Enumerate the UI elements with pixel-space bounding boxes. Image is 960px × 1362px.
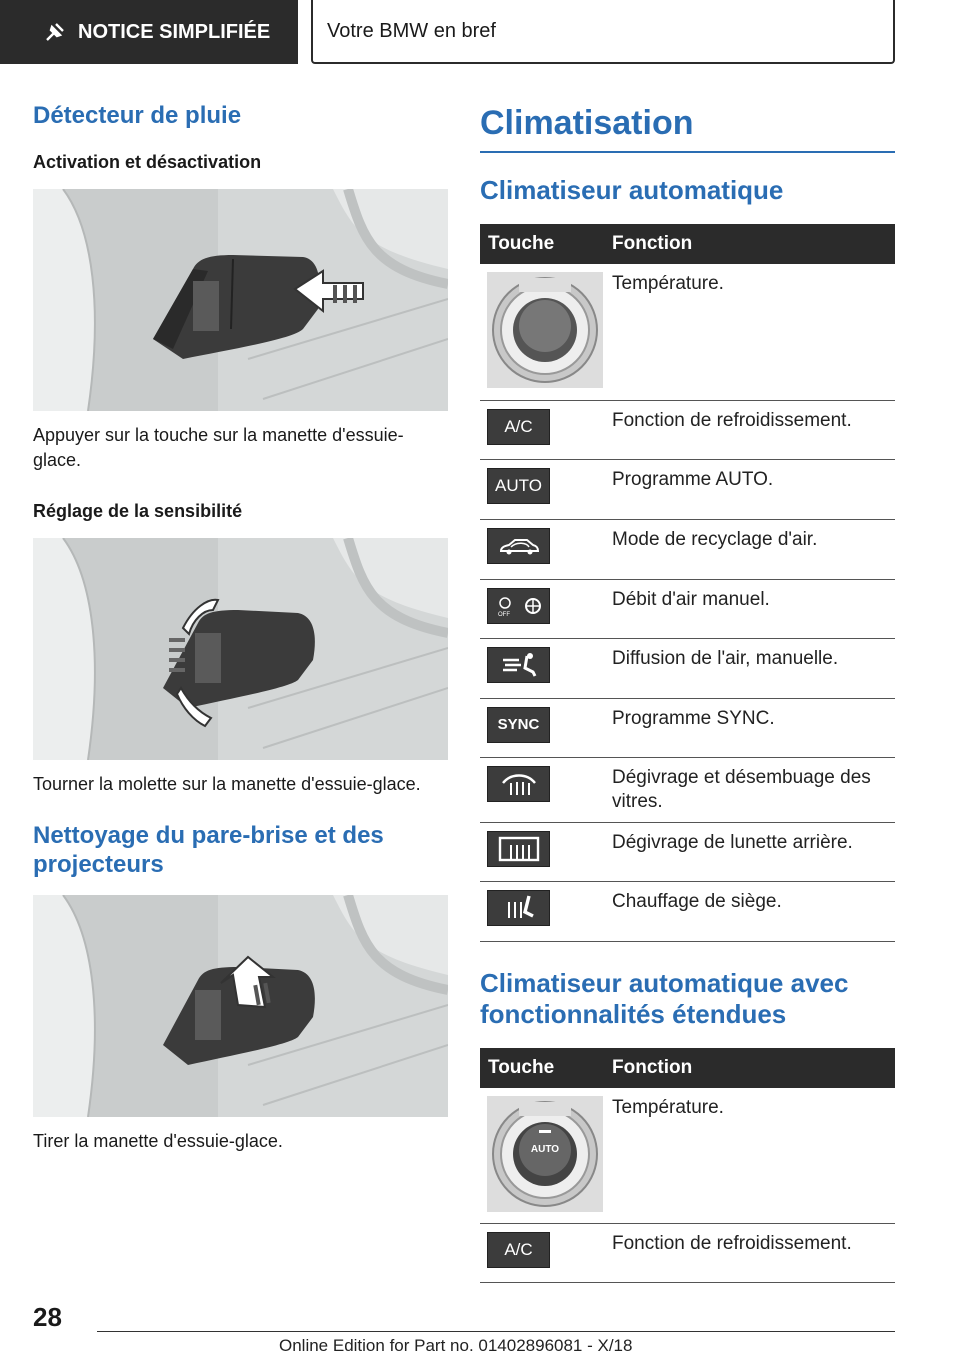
table-row: [480, 1224, 895, 1283]
temperature-auto-knob-icon: [487, 1096, 603, 1212]
table-row: [480, 579, 895, 638]
heading-auto-climate: Climatiseur automatique: [480, 175, 784, 205]
seat-heating-button[interactable]: [487, 890, 550, 926]
table-row: [480, 757, 895, 822]
function-text: Température.: [610, 264, 895, 400]
knob-auto-label: AUTO: [530, 1143, 560, 1155]
pin-icon: [44, 21, 66, 43]
fan-button[interactable]: [487, 588, 550, 624]
column-header-fonction: Fonction: [610, 1048, 895, 1088]
caption-pull: Tirer la manette d'essuie-glace.: [33, 1131, 283, 1151]
table-row: [480, 519, 895, 579]
breadcrumb-label: Votre BMW en bref: [327, 19, 496, 42]
table-row: [480, 400, 895, 459]
sync-button[interactable]: SYNC: [487, 707, 550, 743]
function-text: Fonction de refroidissement.: [610, 1224, 895, 1283]
temperature-knob-icon: [487, 272, 603, 388]
function-text: Dégivrage de lunette arrière.: [610, 822, 895, 881]
defrost-rear-button[interactable]: [487, 831, 550, 867]
ac-button[interactable]: A/C: [487, 1232, 550, 1268]
page-title: Climatisation: [480, 104, 895, 153]
seat-heat-icon: [501, 894, 537, 922]
table-header-row: [480, 224, 895, 264]
table-row: [480, 1088, 895, 1224]
ac-button[interactable]: A/C: [487, 409, 550, 445]
car-icon: [497, 535, 541, 557]
table-auto-climate: [480, 224, 895, 942]
subheading-sensitivity: Réglage de la sensibilité: [33, 501, 243, 521]
seat-airflow-icon: [499, 652, 539, 678]
heading-extended-climate: Climatiseur automatique avec fonctionnalités étendues: [480, 967, 849, 1029]
defrost-rear-icon: [497, 835, 541, 863]
section-title-rain-sensor: Détecteur de pluie: [33, 102, 242, 129]
function-text: Débit d'air manuel.: [610, 579, 895, 638]
column-header-touche: Touche: [480, 1048, 610, 1088]
caption-sensitivity: Tourner la molette sur la manette d'essuie-glace.: [33, 774, 421, 794]
function-text: Chauffage de siège.: [610, 881, 895, 941]
defrost-front-button[interactable]: [487, 766, 550, 802]
defrost-front-icon: [499, 771, 539, 797]
breadcrumb[interactable]: [311, 0, 895, 64]
caption-activation: Appuyer sur la touche sur la manette d'essuie-glace.: [33, 425, 404, 470]
table-row: [480, 264, 895, 400]
photo-wiper-pull: [33, 895, 448, 1117]
table-header-row: [480, 1048, 895, 1088]
column-header-touche: Touche: [480, 224, 610, 264]
subheading-activation: Activation et désactivation: [33, 152, 262, 172]
header-tab-notice[interactable]: [0, 0, 298, 64]
function-text: Diffusion de l'air, manuelle.: [610, 638, 895, 698]
function-text: Dégivrage et désembuage des vitres.: [610, 757, 895, 822]
table-row: [480, 459, 895, 519]
table-row: [480, 638, 895, 698]
function-text: Température.: [610, 1088, 895, 1224]
fan-icon: [493, 594, 545, 618]
table-row: [480, 822, 895, 881]
left-column: [33, 100, 448, 1154]
svg-text:OFF: OFF: [497, 611, 510, 618]
column-header-fonction: Fonction: [610, 224, 895, 264]
footer-edition: Online Edition for Part no. 01402896081 - X/18: [279, 1336, 633, 1355]
function-text: Mode de recyclage d'air.: [610, 519, 895, 579]
footer-divider: [97, 1331, 895, 1332]
header-tab-label: NOTICE SIMPLIFIÉE: [78, 20, 271, 43]
table-row: [480, 881, 895, 941]
table-extended-climate: [480, 1048, 895, 1284]
recirculation-button[interactable]: [487, 528, 550, 564]
right-column: [480, 100, 895, 1283]
function-text: Fonction de refroidissement.: [610, 400, 895, 459]
table-row: [480, 698, 895, 757]
auto-button[interactable]: AUTO: [487, 468, 550, 504]
air-distribution-button[interactable]: [487, 647, 550, 683]
function-text: Programme SYNC.: [610, 698, 895, 757]
section-title-cleaning: Nettoyage du pare-brise et des projecteurs: [33, 822, 384, 878]
function-text: Programme AUTO.: [610, 459, 895, 519]
photo-wiper-button: [33, 189, 448, 411]
photo-wiper-dial: [33, 538, 448, 760]
page-number: 28: [33, 1302, 62, 1332]
